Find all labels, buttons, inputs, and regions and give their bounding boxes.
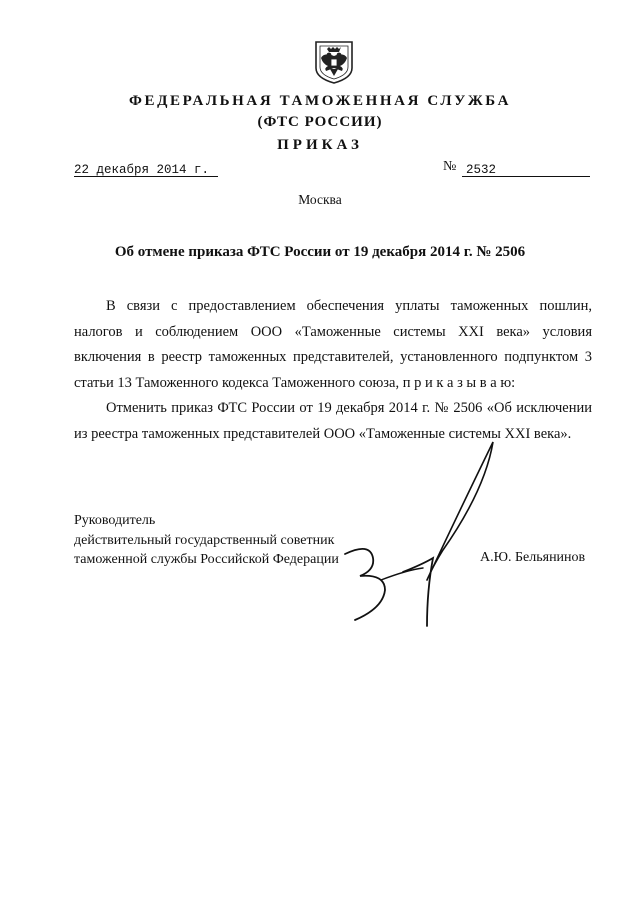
signer-title-line: таможенной службы Российской Федерации [74, 552, 339, 567]
signer-title-line: действительный государственный советник [74, 532, 335, 548]
document-number-label: № [443, 159, 457, 174]
document-subject: Об отмене приказа ФТС России от 19 декабря 2014 г. № 2506 [114, 244, 526, 260]
body-paragraph: Отменить приказ ФТС России от 19 декабря 2014 г. № 2506 «Об исключении из реестра таможенных представителей ООО «Таможенные системы XXI века». [74, 400, 592, 442]
document-date-text: 22 декабря 2014 г. [74, 163, 210, 177]
body-paragraph: В связи с предоставлением обеспечения уплаты таможенных пошлин, налогов и соблюдением ООО «Таможенные системы XXI века» условия включения в реестр таможенных представителей, установленного подпунктом 3 статьи 13 Таможенного кодекса Таможенного союза, п р и к а з ы в а ю: [74, 298, 592, 391]
handwritten-signature [315, 430, 515, 630]
organization-short-name: (ФТС РОССИИ) [257, 114, 383, 130]
signer-title [74, 511, 339, 570]
document-type: ПРИКАЗ [277, 137, 363, 153]
document-number [462, 160, 590, 177]
document-date [74, 160, 218, 177]
signer-name: А.Ю. Бельянинов [480, 550, 586, 565]
russian-coat-of-arms-icon [312, 38, 356, 84]
signer-title-line: Руководитель [74, 513, 156, 528]
document-body [74, 294, 592, 447]
document-city: Москва [298, 192, 342, 207]
document-number-text: 2532 [466, 163, 497, 177]
organization-name: ФЕДЕРАЛЬНАЯ ТАМОЖЕННАЯ СЛУЖБА [128, 93, 512, 109]
